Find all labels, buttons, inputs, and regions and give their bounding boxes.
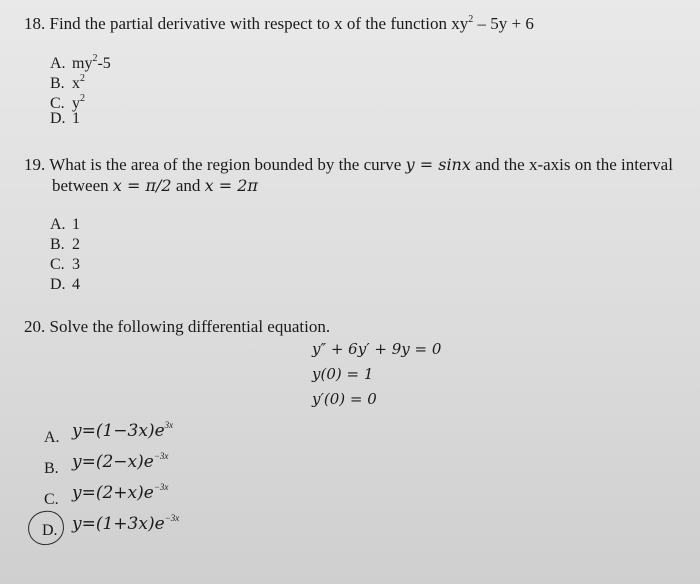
option-value: y [72,95,80,112]
option-letter: C. [50,256,65,273]
option-expression: y=(1+3x)e [72,514,165,534]
option-value: 1 [72,216,80,233]
question-19-line2 [52,175,258,196]
exponent: 2 [468,14,474,25]
initial-condition-2: y′(0) = 0 [312,390,377,408]
exponent: 3x [164,420,174,430]
option-expression: y=(2−x)e [72,452,154,472]
option-letter: B. [44,460,59,477]
option-value: 4 [72,276,80,293]
question-text: Find the partial derivative with respect to x of the function xy [49,14,469,33]
option-value: 2 [72,236,80,253]
option-letter: B. [50,236,65,253]
option-expression: y=(2+x)e [72,483,154,503]
q19-option-c[interactable] [50,256,80,274]
option-value: 1 [72,110,80,127]
question-number: 19. [24,155,46,174]
question-number: 20. [24,317,46,336]
question-text: between [52,176,113,195]
option-value: 3 [72,256,80,273]
option-letter: C. [50,95,65,112]
q19-option-b[interactable] [50,236,80,254]
option-value-tail: -5 [97,55,111,72]
q19-option-d[interactable] [50,276,80,294]
question-19 [24,154,673,175]
exponent: −3x [153,451,169,461]
q20-option-c[interactable] [44,482,168,509]
math-expression: x = 2π [204,176,258,195]
q20-option-b[interactable] [44,451,168,478]
question-18 [24,9,534,34]
option-value: my [72,55,93,72]
question-text-tail: – 5y + 6 [473,14,534,33]
q18-option-d[interactable] [50,110,80,128]
option-letter: D. [50,110,66,127]
exponent: 2 [92,53,98,64]
question-text: What is the area of the region bounded by the curve [49,155,406,174]
option-letter: A. [50,55,66,72]
option-expression: y=(1−3x)e [72,421,165,441]
q20-option-a[interactable] [44,420,173,447]
option-letter: B. [50,75,65,92]
option-letter: D. [50,276,66,293]
q19-option-a[interactable] [50,216,80,234]
initial-condition-1: y(0) = 1 [312,365,374,383]
question-20 [24,316,330,337]
math-expression: x = π/2 [112,176,172,195]
math-expression: y = sinx [405,155,471,174]
question-text: and [171,176,205,195]
exponent: −3x [164,513,180,523]
question-number: 18. [24,14,46,33]
question-text: Solve the following differential equation. [49,317,331,336]
differential-equation: y″ + 6y′ + 9y = 0 [312,340,442,358]
option-letter: C. [44,491,59,508]
option-value: x [72,75,80,92]
exponent: 2 [80,73,85,84]
option-letter: A. [50,216,66,233]
exponent: 2 [80,93,85,104]
option-letter: A. [44,429,60,446]
question-text: and the x-axis on the interval [470,155,673,174]
exponent: −3x [153,482,169,492]
option-letter: D. [42,522,58,539]
